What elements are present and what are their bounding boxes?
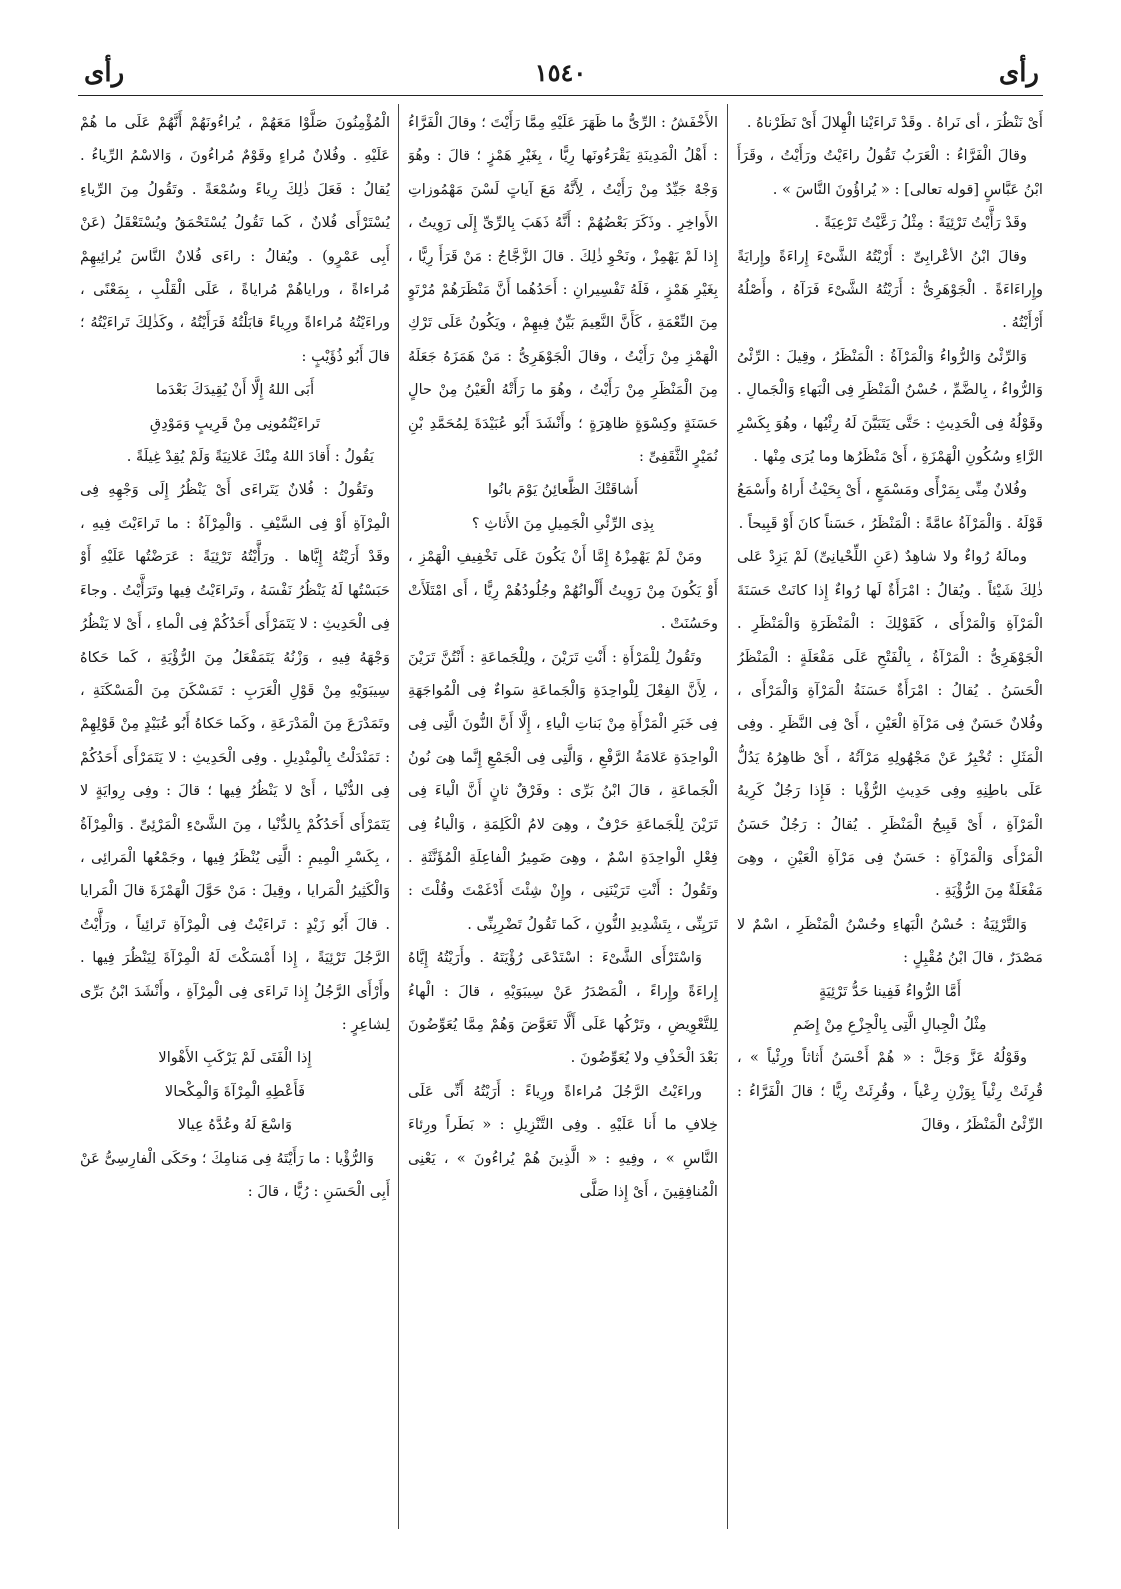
text-paragraph: يَقُولُ : أَقادَ اللهُ مِنْكَ عَلانِيَةً وَلَمْ يُقِدْ غِيلَةً . <box>126 448 374 466</box>
page-header <box>78 52 1043 98</box>
column-left <box>80 106 390 1531</box>
text-paragraph: ومالَهُ رُواءٌ ولا شاهِدٌ (عَنِ اللِّحْيانِىِّ) لَمْ يَزِدْ عَلى ذٰلِكَ شَيْئاً . ويُقالُ : امْرَأَةٌ لَها رُواءٌ إِذا كانَتْ حَسَنَةَ الْمَرْآةِ وَالْمَرْأَى ، كَقَوْلِكَ : الْمَنْظَرَةِ وَالْمَنْظَرِ . الْجَوْهَرِىُّ : الْمَرْآةُ ، بِالْفَتْحِ عَلَى مَفْعَلَةٍ : الْمَنْظَرُ الْحَسَنُ . يُقالُ : امْرَأَةٌ حَسَنَةُ الْمَرْآةِ وَالْمَرْأَى ، وفُلانٌ حَسَنٌ فِى مَرْآةِ الْعَيْنِ ، أَىْ فِى النَّظَرِ . وفِى الْمَثَلِ : تُخْبِرُ عَنْ مَجْهُولِهِ مَرْآتُهُ ، أَىْ ظاهِرُهُ يَدُلُّ عَلَى باطِنِهِ وفِى حَدِيثِ الرُّؤْيا : فَإِذا رَجُلٌ كَرِيهُ الْمَرْآةِ ، أَىْ قَبِيحُ الْمَنْظَرِ . يُقالُ : رَجُلٌ حَسَنُ الْمَرْأَى وَالْمَرْآةِ : حَسَنٌ فِى مَرْآةِ الْعَيْنِ ، وهِىَ مَفْعَلَةٌ مِنَ الرُّؤْيَةِ . <box>737 548 1043 900</box>
text-paragraph: وتَقُولُ : فُلانٌ يَتَراءَى أَىْ يَنْظُرُ إِلَى وَجْهِهِ فِى الْمِرْآةِ أَوْ فِى السَّيْفِ . وَالْمِرْآةُ : ما تَراءَيْتَ فِيهِ ، وقَدْ أَرَيْتُهُ إِيَّاها . ورَأَّيْتُهُ تَرْئِيَةً : عَرَضْتُها عَلَيْهِ أَوْ حَبَسْتُها لَهُ يَنْظُرُ نَفْسَهُ ، وتَراءَيْتُ فِيها وتَرَأَّيْتُ . وجاءَ فِى الْحَدِيثِ : لا يَتَمَرْأَى أَحَدُكُمْ فِى الْماءِ ، أَىْ لا يَنْظُرُ وَجْهَهُ فِيهِ ، وَزْنُهُ يَتَمَفْعَلُ مِنَ الرُّؤْيَةِ ، كَما حَكاهُ سِيبَوَيْهِ مِنْ قَوْلِ الْعَرَبِ : تَمَسْكَنَ مِنَ الْمَسْكَنَةِ ، وتَمَدْرَعَ مِنَ الْمَدْرَعَةِ ، وكَما حَكاهُ أَبُو عُبَيْدٍ مِنْ قَوْلِهِمْ : تَمَنْدَلْتُ بِالْمِنْدِيلِ . وفِى الْحَدِيثِ : لا يَتَمَرْأَى أَحَدُكُمْ فِى الدُّنْيا ، أَىْ لا يَنْظُرُ فِيها ؛ قالَ : وفِى رِوايَةٍ لا يَتَمَرْأَى أَحَدُكُمْ بِالدُّنْيا ، مِنَ الشَّىْءِ الْمَرْئِىِّ . وَالْمِرْآةُ ، بِكَسْرِ الْمِيمِ : الَّتِى يُنْظَرُ فِيها ، وجَمْعُها الْمَرائِى ، وَالْكَثِيرُ الْمَرايا ، وقِيلَ : مَنْ حَوَّلَ الْهَمْزَةَ قالَ الْمَرايا . قالَ أَبُو زَيْدٍ : تَراءَيْتُ فِى الْمِرْآةِ تَرائِياً ، ورَأَّيْتُ الرَّجُلَ تَرْئِيَةً ، إِذا أَمْسَكْتَ لَهُ الْمِرْآةَ لِيَنْظُرَ فِيها . وأَرْأَى الرَّجُلُ إِذا تَراءَى فِى الْمِرْآةِ ، وأَنْشَدَ ابْنُ بَرِّى لِشاعِرٍ : <box>80 481 390 1033</box>
verse-line: إِذا الْفَتَى لَمْ يَرْكَبِ الأَهْوالا <box>158 1049 312 1067</box>
text-paragraph: وقالَ الْفَرَّاءُ : الْعَرَبُ تَقُولُ راءَيْتُ ورَأَيْتُ ، وقَرَأَ ابْنُ عَبَّاسٍ [قوله تعالى] : « يُراؤُونَ النَّاسَ » . <box>737 147 1043 198</box>
verse-line: بِذِى الرِّئْىِ الْجَمِيلِ مِنَ الأَثاثِ ؟ <box>471 514 655 532</box>
header-rule <box>78 95 1043 96</box>
text-paragraph: وَاسْتَرْأَى الشَّىْءَ : اسْتَدْعَى رُؤْيَتَهُ . وأَرَيْتُهُ إِيَّاهُ إِراءَةً وإِراءً ، الْمَصْدَرُ عَنْ سِيبَوَيْهِ ، قالَ : الْهاءُ لِلتَّعْوِيضِ ، وتَرْكُها عَلَى أَلَّا تَعَوَّضَ وَهُمْ مِمَّا يُعَوِّضُونَ بَعْدَ الْحَذْفِ ولا يُعَوِّضُونَ . <box>408 949 718 1067</box>
text-paragraph: وَالرُّؤْيا : ما رَأَيْتَهُ فِى مَنامِكَ ؛ وحَكَى الْفارِسِىُّ عَنْ أَبِى الْحَسَنِ : رُيًّا ، قالَ : <box>80 1149 390 1200</box>
column-right <box>737 106 1043 1531</box>
text-paragraph: أَىْ نَنْظُرَ ، أى نَراهُ . وقَدْ تَراءَيْنا الْهِلالَ أَىْ نَظَرْناهُ . <box>746 114 1043 131</box>
verse-line: أَبَى اللهُ إِلَّا أَنْ يُقِيدَكَ بَعْدَما <box>155 381 315 399</box>
text-paragraph: الأَخْفَشُ : الرِّىُّ ما ظَهَرَ عَلَيْهِ مِمَّا رَأَيْتَ ؛ وقالَ الْفَرَّاءُ : أَهْلُ الْمَدِينَةِ يَقْرَءُونَها رِيًّا ، بِغَيْرِ هَمْزٍ ؛ قالَ : وهُوَ وَجْهٌ جَيِّدٌ مِنْ رَأَيْتُ ، لِأَنَّهُ مَعَ آياتٍ لَسْنَ مَهْمُوزاتِ الأَواخِرِ . وذَكَرَ بَعْضُهُمْ : أَنَّهُ ذَهَبَ بِالرِّىِّ إِلَى رَوِيتُ ، إِذا لَمْ يَهْمِزْ ، ونَحْوِ ذٰلِكَ . قالَ الزَّجَّاجُ : مَنْ قَرَأَ رِيًّا ، بِغَيْرِ هَمْزٍ ، فَلَهُ تَفْسِيرانِ : أَحَدُهُما أَنَّ مَنْظَرَهُمْ مُرْتَوٍ مِنَ النِّعْمَةِ ، كَأَنَّ النَّعِيمَ بَيِّنٌ فِيهِمْ ، ويَكُونُ عَلَى تَرْكِ الْهَمْزِ مِنْ رَأَيْتُ ، وقالَ الْجَوْهَرِىُّ : مَنْ هَمَزَهُ جَعَلَهُ مِنَ الْمَنْظَرِ مِنْ رَأَيْتُ ، وهُوَ ما رَأَتْهُ الْعَيْنُ مِنْ حالٍ حَسَنَةٍ وكِسْوَةٍ ظاهِرَةٍ ؛ وأَنْشَدَ أَبُو عُبَيْدَةَ لِمُحَمَّدِ بْنِ نُمَيْرٍ الثَّقَفِىِّ : <box>408 114 718 466</box>
text-paragraph: الْمُؤْمِنُونَ صَلَّوْا مَعَهُمْ ، يُراءُونَهُمْ أَنَّهُمْ عَلَى ما هُمْ عَلَيْهِ . وفُلانٌ مُراءٍ وقَوْمٌ مُراءُونَ ، وَالاسْمُ الرِّياءُ . يُقالُ : فَعَلَ ذٰلِكَ رِياءً وسُمْعَةً . وتَقُولُ مِنَ الرِّياءِ يُسْتَرْأَى فُلانٌ ، كَما تَقُولُ يُسْتَحْمَقُ ويُسْتَعْقَلُ (عَنْ أَبِى عَمْرٍو) . ويُقالُ : راءَى فُلانٌ النَّاسَ يُرائِيهِمْ مُراءاةً ، وراياهُمْ مُراياةً ، عَلَى الْقَلْبِ ، بِمَعْنًى ، وراءَيْتُهُ مُراءاةً ورِياءً قابَلْتُهُ فَرَأَيْتُهُ ، وكَذٰلِكَ تَراءَيْتُهُ ؛ قالَ أَبُو ذُؤَيْبٍ : <box>80 114 390 365</box>
column-divider-right <box>727 104 728 1529</box>
verse-line: فَأَعْطِهِ الْمِرْآةَ وَالْمِكْحالا <box>164 1082 306 1100</box>
headword-left: رأى <box>84 58 125 88</box>
verse-line: مِثْلُ الْجِبالِ الَّتِى بِالْجِزْعِ مِنْ إِضَمِ <box>793 1015 987 1033</box>
headword-right: رأى <box>998 58 1039 88</box>
verse-line: أَمَّا الرُّواءُ فَفِينا حَدُّ تَرْئِيَةٍ <box>818 982 962 1000</box>
verse-line: أَشاقَتْكَ الظَّعائِنُ يَوْمَ بانُوا <box>487 481 639 499</box>
text-paragraph: وراءَيْتُ الرَّجُلَ مُراءاةً ورِياءً : أَرَيْتُهُ أَنِّى عَلَى خِلافِ ما أَنا عَلَيْهِ . وفِى التَّنْزِيلِ : « بَطَراً ورِئاءَ النَّاسِ » ، وفِيهِ : « الَّذِينَ هُمْ يُراءُونَ » ، يَعْنِى الْمُنافِقِينَ ، أَىْ إِذا صَلَّى <box>408 1082 718 1200</box>
verse-line: تَراءَيْتُمُونِى مِنْ قَرِيبٍ وَمَوْدِقِ <box>149 414 321 432</box>
column-middle <box>408 106 718 1531</box>
verse-line: وَاسْعَ لَهُ وعُدَّهُ عِيالا <box>177 1116 293 1134</box>
text-paragraph: وَالتَّرْئِيَةُ : حُسْنُ الْبَهاءِ وحُسْنُ الْمَنْظَرِ ، اسْمٌ لا مَصْدَرٌ ، قالَ ابْنُ مُقْبِلٍ : <box>737 915 1043 967</box>
text-paragraph: وَالرِّئْىُ وَالرُّواءُ وَالْمَرْآةُ : الْمَنْظَرُ ، وقِيلَ : الرِّئْىُ وَالرُّواءُ ، بِالضَّمِّ ، حُسْنُ الْمَنْظَرِ فِى الْبَهاءِ وَالْجَمالِ . وقَوْلُهُ فِى الْحَدِيثِ : حَتَّى يَتَبَيَّنَ لَهُ رِئْيُها ، وهُوَ بِكَسْرِ الرَّاءِ وسُكُونِ الْهَمْزَةِ ، أَىْ مَنْظَرُها وما يُرَى مِنْها . <box>737 347 1043 466</box>
text-paragraph: وقَدْ رَأَّيْتُ تَرْئِيَةً : مِثْلُ رَعَّيْتُ تَرْعِيَةً . <box>814 214 1027 232</box>
text-paragraph: ومَنْ لَمْ يَهْمِزْهُ إِمَّا أَنْ يَكُونَ عَلَى تَخْفِيفِ الْهَمْزِ ، أَوْ يَكُونَ مِنْ رَوِيتُ أَلْوانُهُمْ وجُلُودُهُمْ رِيًّا ، أَى امْتَلَأَتْ وحَسُنَتْ . <box>408 548 718 633</box>
column-divider-left <box>398 104 399 1529</box>
text-paragraph: وقالَ ابْنُ الأعْرابِىِّ : أَرْيْتُهُ الشَّىْءَ إِراءَةً وإِرايَةً وإِراءَاءَةً . الْجَوْهَرِىُّ : أَرَيْتُهُ الشَّىْءَ فَرَآهُ ، وأَصْلُهُ أَرْأَيْتُهُ . <box>737 247 1043 332</box>
text-paragraph: وفُلانٌ مِنِّى بِمَرْأًى ومَسْمَعٍ ، أَىْ بِحَيْثُ أَراهُ وأَسْمَعُ قَوْلَهُ . وَالْمَرْآةُ عامَّةً : الْمَنْظَرُ ، حَسَناً كانَ أَوْ قَبِيحاً . <box>737 481 1043 532</box>
text-paragraph: وتَقُولُ لِلْمَرْأَةِ : أَنْتِ تَرَيْنَ ، ولِلْجَماعَةِ : أَنْتُنَّ تَرَيْنَ ، لِأَنَّ الفِعْلَ لِلْواحِدَةِ وَالْجَماعَةِ سَواءٌ فِى الْمُواجَهَةِ فِى خَبَرِ الْمَرْأَةِ مِنْ بَناتِ الْياءِ ، إِلَّا أَنَّ النُّونَ الَّتِى فِى الْواحِدَةِ عَلامَةُ الرَّفْعِ ، وَالَّتِى فِى الْجَمْعِ إِنَّما هِىَ نُونُ الْجَماعَةِ ، قالَ ابْنُ بَرِّى : وفَرْقٌ ثانٍ أَنَّ الْياءَ فِى تَرَيْنَ لِلْجَماعَةِ حَرْفٌ ، وهِىَ لامُ الْكَلِمَةِ ، وَالْياءُ فِى فِعْلِ الْواحِدَةِ اسْمٌ ، وهِىَ ضَمِيرُ الْفاعِلَةِ الْمُؤَنَّثَةِ . وتَقُولُ : أَنْتِ تَرَيْنَنِى ، وإِنْ شِئْتَ أَدْغَمْتَ وقُلْتَ : تَرَيِنِّى ، بِتَشْدِيدِ النُّونِ ، كَما تَقُولُ تَضْرِبِنِّى . <box>408 648 718 933</box>
text-paragraph: وقَوْلُهُ عَزَّ وَجَلَّ : « هُمْ أَحْسَنُ أَثاثاً ورِئْياً » ، قُرِئَتْ رِئْياً بِوَزْنِ رِعْياً ، وقُرِئَتْ رِيًّا ؛ قالَ الْفَرَّاءُ : الرِّئْىُ الْمَنْظَرُ ، وقالَ <box>737 1049 1043 1134</box>
page-number: ١٥٤٠ <box>534 58 587 87</box>
